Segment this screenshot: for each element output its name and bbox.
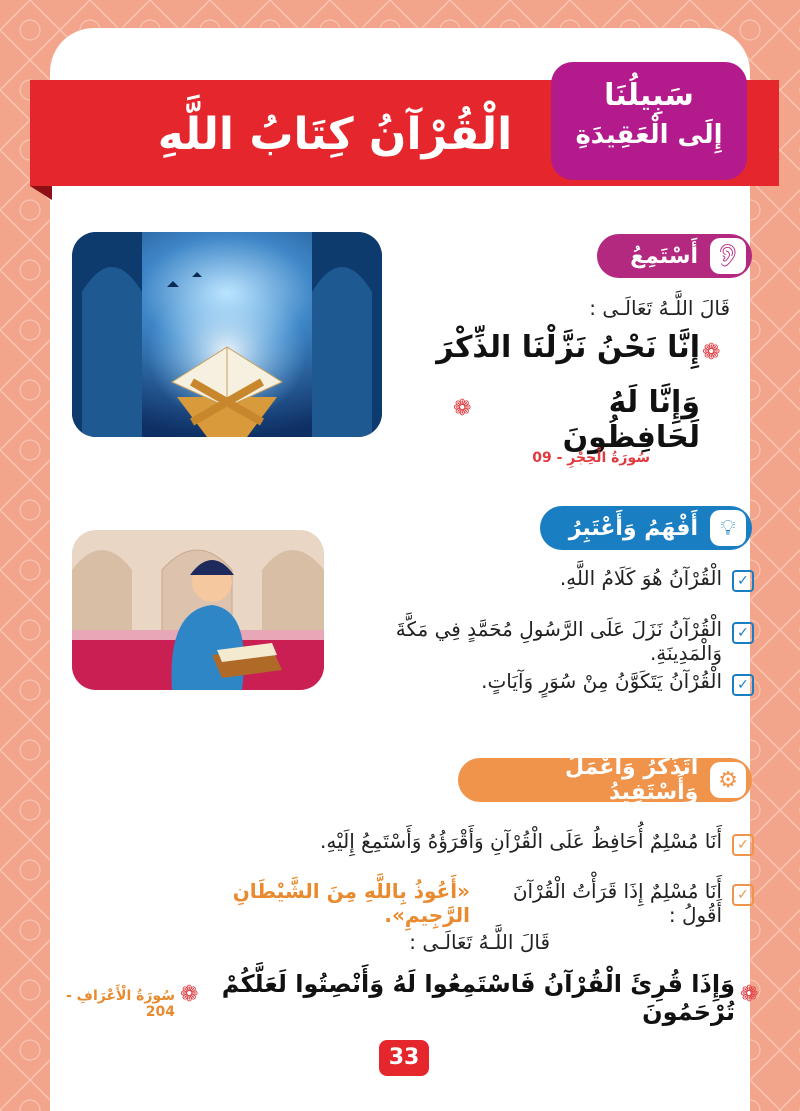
listen-label (597, 234, 752, 278)
banner-fold (30, 186, 52, 200)
brain-icon: ⚙︎ (710, 762, 746, 798)
verse-line-1: إِنَّا نَحْنُ نَزَّلْنَا الذِّكْرَ (436, 330, 700, 365)
understand-label (540, 506, 752, 550)
understand-item-1: الْقُرْآنُ هُوَ كَلَامُ اللَّهِ. (559, 566, 722, 590)
check-icon: ✓ (732, 884, 754, 906)
series-badge (551, 62, 747, 180)
check-icon: ✓ (732, 674, 754, 696)
verse-ornament-left-2: ❁ (180, 982, 199, 1007)
series-line2: إِلَى الْعَقِيدَةِ (575, 120, 723, 150)
lightbulb-icon: 💡︎ (710, 510, 746, 546)
check-icon: ✓ (732, 834, 754, 856)
remember-text: أَتَذَكَّرُ وَأَعْمَلُ وَأَسْتَفِيدُ (565, 755, 699, 805)
series-line1: سَبِيلُنَا (604, 78, 694, 113)
remember-item-2a: أَنَا مُسْلِمٌ إِذَا قَرَأْتُ الْقُرْآنَ أَقُولُ : (512, 879, 722, 927)
listen-text: أَسْتَمِعُ (630, 243, 698, 269)
verse-reference-2: سُورَةُ الْأَعْرَافِ - 204 (66, 988, 175, 1020)
remember-item-1: أَنَا مُسْلِمٌ أُحَافِظُ عَلَى الْقُرْآنِ وَأَقْرَؤُهُ وَأَسْتَمِعُ إِلَيْهِ. (320, 829, 722, 853)
check-icon: ✓ (732, 622, 754, 644)
page-number: 33 (379, 1040, 429, 1076)
understand-item-2: الْقُرْآنُ نَزَلَ عَلَى الرَّسُولِ مُحَمَّدٍ فِي مَكَّةَ وَالْمَدِينَةِ. (395, 617, 722, 665)
understand-text: أَفْهَمُ وَأَعْتَبِرُ (568, 515, 698, 541)
remember-label (458, 755, 752, 805)
verse-ornament-right-2: ❁ (740, 982, 759, 1007)
verse-line-3: وَإِذَا قُرِئَ الْقُرْآنُ فَاسْتَمِعُوا لَهُ وَأَنْصِتُوا لَعَلَّكُمْ تُرْحَمُونَ (221, 970, 735, 1026)
verse-ornament-left: ❁ (453, 396, 472, 421)
quran-illustration (72, 232, 382, 437)
check-icon: ✓ (732, 570, 754, 592)
allah-said-2: قَالَ اللَّـهُ تَعَالَـى : (409, 930, 550, 954)
boy-reading-illustration (72, 530, 324, 690)
ear-icon: 👂︎ (710, 238, 746, 274)
understand-item-3: الْقُرْآنُ يَتَكَوَّنُ مِنْ سُوَرٍ وَآيَاتٍ. (481, 669, 722, 693)
verse-line-2: وَإِنَّا لَهُ لَحَافِظُونَ (562, 385, 700, 455)
verse-reference-1: سُورَةُ الْحِجْرِ - 09 (532, 450, 650, 466)
verse-ornament-right: ❁ (702, 340, 721, 365)
remember-item-2b: «أَعُوذُ بِاللَّهِ مِنَ الشَّيْطَانِ الرَّجِيمِ». (232, 879, 470, 927)
page-title: الْقُرْآنُ كِتَابُ اللَّهِ (157, 109, 513, 160)
allah-said-1: قَالَ اللَّـهُ تَعَالَـى : (589, 296, 730, 320)
